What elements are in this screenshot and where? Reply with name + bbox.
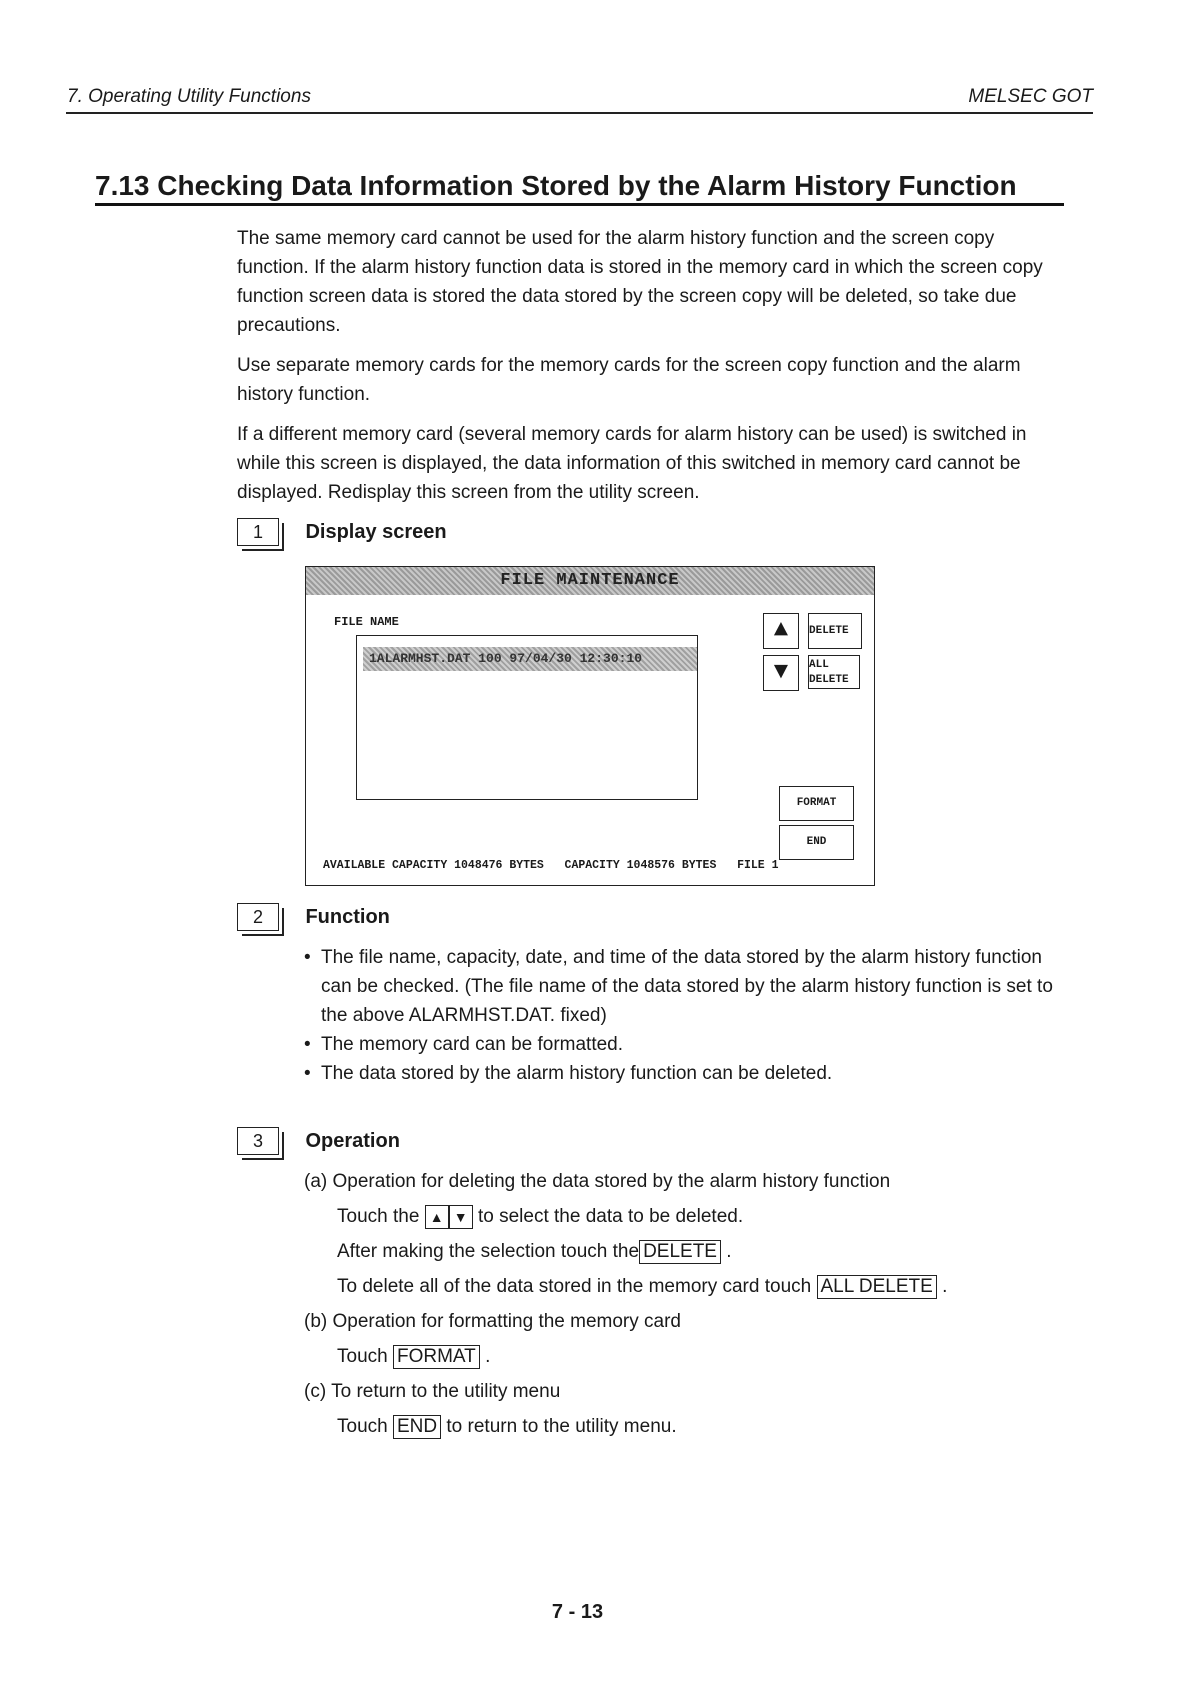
step-heading: To return to the utility menu <box>331 1381 561 1402</box>
paragraph: If a different memory card (several memory cards for alarm history can be used) is switched in while this screen is displayed, the data information of this switched in memory card cannot be displayed. Redisplay this screen from the utility screen. <box>237 424 1027 503</box>
up-triangle-icon: ▲ <box>773 617 789 644</box>
section-number: 3 <box>237 1127 279 1155</box>
text: . <box>485 1346 491 1367</box>
step-heading: Operation for formatting the memory card <box>332 1311 681 1332</box>
function-list <box>304 943 1064 1088</box>
step-tag: (c) <box>304 1381 327 1402</box>
file-list-item-selected[interactable]: 1ALARMHST.DAT 100 97/04/30 12:30:10 <box>363 647 697 671</box>
end-key: END <box>393 1415 441 1439</box>
section-label: Operation <box>305 1130 400 1152</box>
text: Touch <box>337 1416 388 1437</box>
format-button[interactable]: FORMAT <box>779 786 854 821</box>
operation-steps <box>304 1164 1084 1444</box>
all-delete-button[interactable] <box>808 655 860 689</box>
text: Touch <box>337 1346 388 1367</box>
step-tag: (a) <box>304 1171 328 1192</box>
down-triangle-icon: ▼ <box>773 659 789 686</box>
capacity-status: AVAILABLE CAPACITY 1048476 BYTES CAPACITY 1048576 BYTES FILE 1 <box>323 859 779 872</box>
delete-button[interactable]: DELETE <box>808 613 862 649</box>
list-item: • The memory card can be formatted. <box>304 1030 1064 1059</box>
step-tag: (b) <box>304 1311 328 1332</box>
section-label: Function <box>305 906 390 928</box>
section-3-heading <box>237 1127 400 1155</box>
step-heading: Operation for deleting the data stored by the alarm history function <box>332 1171 891 1192</box>
delete-key: DELETE <box>639 1240 721 1264</box>
all-delete-label-1: ALL <box>809 659 829 671</box>
scroll-up-button[interactable] <box>763 613 799 649</box>
text: To delete all of the data stored in the memory card touch <box>337 1276 812 1297</box>
file-list[interactable] <box>356 635 698 800</box>
section-number: 2 <box>237 903 279 931</box>
text: . <box>726 1241 732 1262</box>
header-rule <box>66 112 1093 114</box>
file-name-label: FILE NAME <box>334 615 399 629</box>
title-rule <box>95 203 1064 206</box>
file-maintenance-screen <box>305 566 875 886</box>
intro-text <box>237 224 1065 518</box>
scroll-down-button[interactable] <box>763 655 799 691</box>
down-key-icon: ▼ <box>449 1205 473 1229</box>
all-delete-key: ALL DELETE <box>817 1275 937 1299</box>
product-header: MELSEC GOT <box>968 86 1093 107</box>
list-item: • The file name, capacity, date, and time of the data stored by the alarm history function can be checked. (The file name of the data stored by the alarm history function is set to the above ALARMHST.DAT. fixed) <box>304 943 1064 1030</box>
section-label: Display screen <box>305 521 447 543</box>
section-title: 7.13 Checking Data Information Stored by the Alarm History Function <box>95 170 1017 201</box>
list-item: • The data stored by the alarm history function can be deleted. <box>304 1059 1064 1088</box>
section-2-heading <box>237 903 390 931</box>
text: After making the selection touch the <box>337 1241 640 1262</box>
all-delete-label-2: DELETE <box>809 674 849 686</box>
text: . <box>942 1276 948 1297</box>
screen-title: FILE MAINTENANCE <box>306 567 874 595</box>
paragraph: Use separate memory cards for the memory cards for the screen copy function and the alarm history function. <box>237 355 1021 405</box>
text: to select the data to be deleted. <box>477 1206 744 1227</box>
end-button[interactable]: END <box>779 825 854 860</box>
text: Touch the <box>337 1206 420 1227</box>
format-key: FORMAT <box>393 1345 480 1369</box>
section-number: 1 <box>237 518 279 546</box>
chapter-header: 7. Operating Utility Functions <box>67 86 311 107</box>
section-1-heading <box>237 518 447 546</box>
paragraph: The same memory card cannot be used for the alarm history function and the screen copy function. If the alarm history function data is stored in the memory card in which the screen copy function screen data is stored the data stored by the screen copy will be deleted, so take due precautions. <box>237 228 1043 336</box>
page-number: 7 - 13 <box>551 1601 604 1623</box>
up-key-icon: ▲ <box>425 1205 449 1229</box>
text: to return to the utility menu. <box>446 1416 677 1437</box>
